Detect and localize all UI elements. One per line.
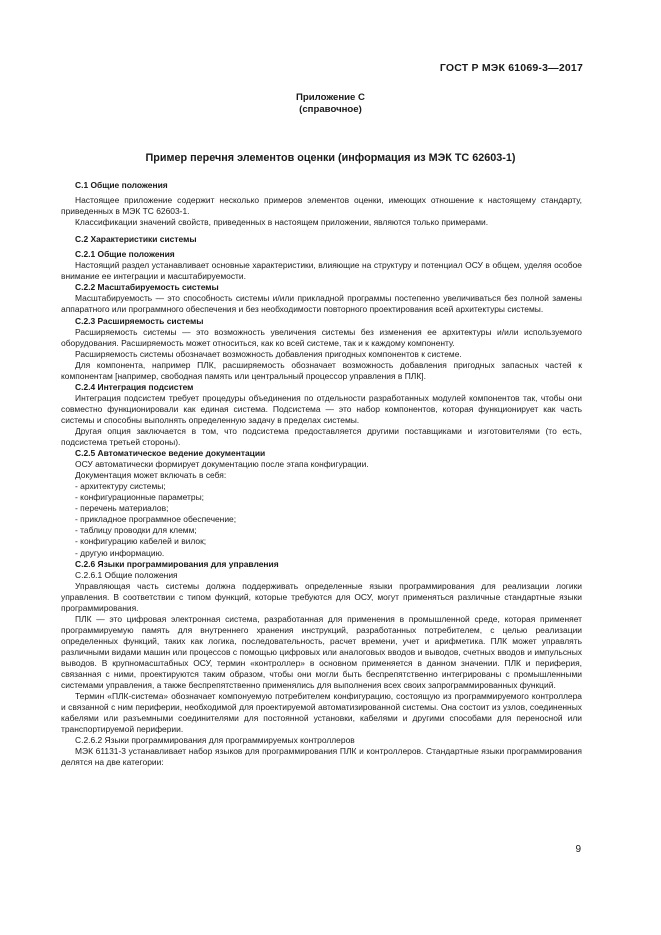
list-item: - таблицу проводки для клемм; (75, 525, 197, 536)
subsection-heading: С.2.6.2 Языки программирования для программируемых контроллеров (75, 735, 355, 746)
paragraph: ПЛК — это цифровая электронная система, разработанная для применения в промышленной среде, которая применяет программируемую память для внутреннего хранения инструкций, разработанных потребителем, с целью реализации определенных функций, таких как логика, последовательность, расчет времени, учет и арифметика. ПЛК может управлять различными видами машин или процессов с помощью цифровых или аналоговых вводов и выводов, счетных вводов и импульсных выводов. В крупномасштабных ОСУ, термин «контроллер» в основном применяется в данном значении. ПЛК и периферия, связанная с ними, проектируются таким образом, чтобы они могли быть беспрепятственно интегрированы с промышленными системами управления, а также беспрепятственно применялись для выполнения всех своих запрограммированных функций. (61, 613, 582, 691)
paragraph: Термин «ПЛК-система» обозначает компонуемую потребителем конфигурацию, состоящую из программируемого контроллера и связанной с ним периферии, необходимой для проектируемой автоматизированной системы. Она состоит из узлов, соединенных кабелями или разъемными соединителями для постоянной установки, кабелями и другими способами для переносной или транспортируемой периферии. (61, 691, 582, 735)
section-heading: С.2.4 Интеграция подсистем (75, 381, 194, 392)
document-body (61, 180, 582, 768)
section-heading: С.1 Общие положения (75, 180, 168, 190)
paragraph: Масштабируемость — это способность системы и/или прикладной программы постепенно увеличиваться без полной замены аппаратного или программного обеспечения и без необходимости повторного проектирования всей архитектуры системы. (61, 293, 582, 315)
section-heading: С.2.5 Автоматическое ведение документации (75, 448, 266, 459)
section-heading: С.2.3 Расширяемость системы (75, 315, 204, 326)
page-title: Пример перечня элементов оценки (информация из МЭК ТС 62603-1) (145, 152, 516, 164)
list-item: - архитектуру системы; (75, 481, 166, 492)
paragraph: МЭК 61131-3 устанавливает набор языков для программирования ПЛК и контроллеров. Стандартные языки программирования делятся на две категории: (61, 746, 582, 768)
paragraph: Расширяемость системы обозначает возможность добавления пригодных компонентов к системе. (75, 348, 462, 359)
paragraph: Другая опция заключается в том, что подсистема предоставляется другими поставщиками и изготовителями (то есть, подсистема третьей стороны). (61, 425, 582, 448)
list-item: - перечень материалов; (75, 503, 169, 514)
paragraph: Интеграция подсистем требует процедуры объединения по отдельности разработанных модулей компонентов так, чтобы они совместно функционировали как единая система. Подсистема — это набор компонентов, которая функционирует как часть системы и способны выполнять определенную задачу в пределах системы. (61, 392, 582, 425)
list-item: - конфигурационные параметры; (75, 492, 205, 503)
appendix-type: (справочное) (299, 104, 362, 115)
section-heading: С.2.2 Масштабируемость системы (75, 282, 219, 293)
paragraph: ОСУ автоматически формирует документацию после этапа конфигурации. (75, 459, 369, 470)
paragraph: Классификации значений свойств, приведенных в настоящем приложении, являются только примерами. (75, 217, 489, 228)
paragraph: Документация может включать в себя: (75, 470, 227, 481)
section-heading: С.2.1 Общие положения (75, 249, 175, 260)
page-number: 9 (575, 844, 581, 855)
paragraph: Настоящий раздел устанавливает основные характеристики, влияющие на структуру и потенциал ОСУ в общем, уделяя особое внимание ее интеграции и масштабируемости. (61, 260, 582, 282)
appendix-label: Приложение С (296, 92, 365, 103)
paragraph: Управляющая часть системы должна поддерживать определенные языки программирования для реализации логики управления. В соответствии с типом функций, которые требуются для ОСУ, могут применяться различные стандартные языки программирования. (61, 580, 582, 613)
subsection-heading: С.2.6.1 Общие положения (75, 569, 178, 580)
paragraph: Настоящее приложение содержит несколько примеров элементов оценки, имеющих отношение к настоящему стандарту, приведенных в МЭК ТС 62603-1. (61, 195, 582, 217)
standard-number: ГОСТ Р МЭК 61069-3—2017 (439, 62, 583, 74)
section-heading: С.2.6 Языки программирования для управления (75, 558, 279, 569)
list-item: - другую информацию. (75, 547, 165, 558)
list-item: - конфигурацию кабелей и вилок; (75, 536, 207, 547)
list-item: - прикладное программное обеспечение; (75, 514, 237, 525)
paragraph: Для компонента, например ПЛК, расширяемость обозначает возможность добавления пригодных запасных частей к компонентам [например, свободная память или центральный процессор управления в ПЛК]. (61, 359, 582, 381)
paragraph: Расширяемость системы — это возможность увеличения системы без изменения ее архитектуры и/или используемого оборудования. Расширяемость может относиться, как ко всей системе, так и к каждому компоненту. (61, 326, 582, 348)
section-heading: С.2 Характеристики системы (75, 234, 197, 245)
